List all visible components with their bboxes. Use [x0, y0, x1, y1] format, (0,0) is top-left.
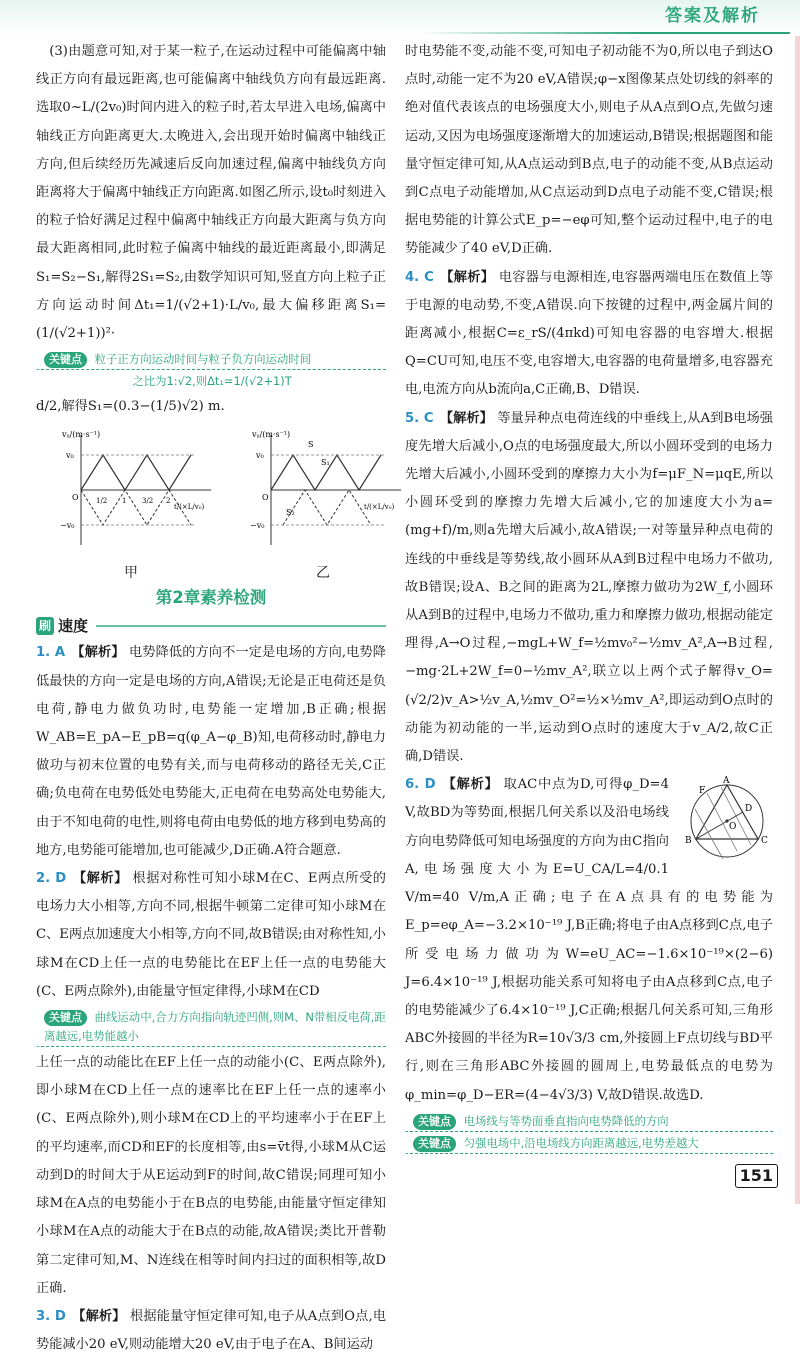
answer-6	[405, 771, 773, 1109]
answer-4	[405, 264, 773, 405]
triangle-circle-diagram	[677, 773, 773, 863]
answer-1-number: 1. A	[36, 645, 66, 661]
answer-3-tag: 【解析】	[72, 1308, 126, 1324]
answer-5-text: 等量异种点电荷连线的中垂线上,从A到B电场强度先增大后减小,O点的电场强度最大,所以小圆环受到的电场力先增大后减小,小圆环受到的摩擦力大小为f=μF_N=μqE,所以小圆环受到的摩擦力先增大后减小,它的加速度大小为a=(mg+f)/m,则a先增大后减小,故A错误;一对等量异种点电荷的连线的中垂线是等势线,故小圆环从A到B过程中电场力不做功,故B错误;设A、B之间的距离为2L,摩擦力做功为2W_f,小圆环从A到B的过程中,电场力不做功,重力和摩擦力做功,根据动能定理得,A→O过程,−mgL+W_f=½mv₀²−½mv_A²,A→B过程,−mg·2L+2W_f=0−½mv_A²,联立以上两个式子解得v_O=(√2/2)v_A>½v_A,½mv_O²=½×½mv_A²,即运动到O点时的动能为初动能的一半,运动到O点时的速度大于v_A/2,故C正确,D错误.	[405, 410, 773, 765]
chapter-title: 第2章素养检测	[155, 588, 267, 608]
fig-yi-ylabel: vᵧ/(m·s⁻¹)	[252, 430, 291, 440]
answer-3	[36, 1303, 386, 1359]
diagram-label-b: B	[685, 836, 692, 847]
fig-jia-v0: v₀	[66, 451, 74, 461]
fig-jia-tick-half: 1/2	[96, 497, 108, 506]
q3-part3-result: d/2,解得S₁=(0.3−(1/5)√2) m.	[36, 399, 225, 415]
key-point-text: 曲线运动中,合力方向指向轨迹凹侧,则M、N带相反电荷,距离越远,电势能越小	[44, 1010, 386, 1044]
answer-5-tag: 【解析】	[439, 410, 493, 426]
q3-part3-text: (3)由题意可知,对于某一粒子,在运动过程中可能偏离中轴线正方向有最远距离,也可能偏离中轴线负方向有最远距离.选取0~L/(2v₀)时间内进入的粒子时,若太早进入电场,偏离中轴线正方向距离更大.太晚进入,会出现开始时偏离中轴线正方向,但后续经历先减速后反向加速过程,偏离中轴线负方向距离将大于偏离中轴线正方向距离.如图乙所示,设t₀时刻进入的粒子恰好满足过程中偏离中轴线正方向最大距离与负方向最大距离相同,此时粒子偏离中轴线的最近距离最小,即满足S₁=S₂−S₁,解得2S₁=S₂,由数学知识可知,竖直方向上粒子正方向运动时间Δt₁=1/(√2+1)·L/v₀,最大偏移距离S₁=(1/(√2+1))²·	[36, 44, 386, 342]
left-column	[36, 38, 395, 1359]
fig-yi-s2: S₂	[286, 508, 295, 518]
key-point-1-cont: 之比为1:√2,则Δt₁=1/(√2+1)T	[132, 374, 292, 389]
fig-yi-neg-v0: −v₀	[250, 521, 265, 531]
fig-yi-v0: v₀	[256, 451, 264, 461]
answer-5	[405, 405, 773, 772]
page-number: 151	[735, 1164, 778, 1188]
answer-6-tag: 【解析】	[442, 777, 499, 793]
answer-4-tag: 【解析】	[440, 269, 495, 285]
key-point-label: 关键点	[413, 1114, 456, 1130]
fig-jia-neg-v0: −v₀	[60, 521, 75, 531]
header-rule	[420, 32, 790, 34]
fig-jia-ylabel: vᵧ/(m·s⁻¹)	[62, 430, 101, 440]
key-point-1	[36, 350, 386, 370]
answer-2-text: 根据对称性可知小球M在C、E两点所受的电场力大小相等,方向不同,根据牛顿第二定律可知小球M在C、E两点加速度大小相等,方向不同,故B错误;由对称性知,小球M在CD上任一点的电势能比在EF上任一点的电势能大(C、E两点除外),由能量守恒定律得,小球M在CD	[36, 871, 386, 999]
figure-jia-caption: 甲	[124, 565, 138, 582]
answer-1-tag: 【解析】	[71, 645, 125, 661]
key-point-label: 关键点	[44, 352, 87, 368]
key-point-text: 粒子正方向运动时间与粒子负方向运动时间	[94, 352, 312, 367]
fig-yi-xlabel: t/(×L/v₀)	[364, 503, 395, 512]
figure-yi-caption: 乙	[316, 565, 330, 582]
section-title: 速度	[58, 617, 89, 636]
figure-row	[36, 427, 395, 583]
key-point-label: 关键点	[44, 1010, 87, 1026]
key-point-3	[405, 1112, 773, 1132]
answer-6-number: 6. D	[405, 777, 436, 793]
answer-1-text: 电势降低的方向不一定是电场的方向,电势降低最快的方向一定是电场的方向,A错误;无论是正电荷还是负电荷,静电力做负功时,电势能一定增加,B正确;根据W_AB=E_pA−E_pB=q(φ_A−φ_B)知,电荷移动时,静电力做功与初末位置的电势有关,而与电荷移动的路径无关,C正确;负电荷在电势低处电势能大,正电荷在电势高处电势能大,由于不知电荷的电性,则将电荷由电势低的地方移到电势高的地方,电势能可能增加,也可能减少,D正确.A符合题意.	[36, 645, 386, 858]
page-header	[0, 0, 800, 36]
answer-2-tag: 【解析】	[72, 871, 128, 887]
answer-2-number: 2. D	[36, 871, 67, 887]
diagram-label-f: F	[699, 786, 706, 797]
key-point-text: 匀强电场中,沿电场线方向距离越远,电势差越大	[463, 1135, 699, 1150]
fig-yi-origin: O	[262, 493, 269, 503]
key-point-2	[36, 1008, 386, 1047]
brush-icon: 刷	[36, 617, 54, 635]
answer-3-cont: 时电势能不变,动能不变,可知电子初动能不为0,所以电子到达O点时,动能一定不为20 eV,A错误;φ−x图像某点处切线的斜率的绝对值代表该点的电场强度大小,则电子从A点到O点,先做匀速运动,又因为电场强度逐渐增大的加速运动,B错误;根据题图和能量守恒定律可知,从A点运动到B点,电子的动能不变,从B点运动到C点电子动能增加,从C点运动到D点电子动能不变,C错误;根据电势能的计算公式E_p=−eφ可知,整个运动过程中,电子的电势能减少了40 eV,D正确.	[405, 44, 773, 257]
answer-5-number: 5. C	[405, 410, 434, 426]
answer-4-number: 4. C	[405, 269, 434, 285]
figure-jia	[46, 427, 216, 557]
answer-6-text: 取AC中点为D,可得φ_D=4 V,故BD为等势面,根据几何关系以及沿电场线方向电势降低可知电场强度的方向为由C指向A,电场强度大小为E=U_CA/L=4/0.1 V/m=40 V/m,A正确;电子在A点具有的电势能为E_p=eφ_A=−3.2×10⁻¹⁹ J,B正确;将电子由A点移到C点,电子所受电场力做功为W=eU_AC=−1.6×10⁻¹⁹×(2−6) J=6.4×10⁻¹⁹ J,根据功能关系可知将电子由A点移到C点,电子的电势能减少了6.4×10⁻¹⁹ J,C正确;根据几何关系可知,三角形ABC外接圆的半径为R=10√3/3 cm,外接圆上F点切线与BD平行,则在三角形ABC外接圆的圆周上,电势最低点的电势为φ_min=φ_D−ER=(4−4√3/3) V,故D错误.故选D.	[405, 777, 773, 1103]
fig-yi-s1: S₁	[321, 458, 330, 468]
header-title: 答案及解析	[665, 6, 760, 26]
fig-jia-xlabel: t/(×L/v₀)	[174, 503, 205, 512]
answer-3-text: 根据能量守恒定律可知,电子从A点到O点,电势能减小20 eV,则动能增大20 eV,由于电子在A、B间运动	[36, 1308, 387, 1353]
fig-jia-origin: O	[72, 493, 79, 503]
section-divider	[96, 625, 386, 627]
answer-3-number: 3. D	[36, 1308, 66, 1324]
answer-1	[36, 639, 386, 865]
answer-2-cont: 上任一点的动能比在EF上任一点的动能小(C、E两点除外),即小球M在CD上任一点的速率比在EF上任一点的速率小(C、E两点除外),则小球M在CD上的平均速率小于在EF上的平均速率,而CD和EF的长度相等,由s=v̄t得,小球M从C运动到D的时间大于从E运动到F的时间,故C错误;同理可知小球M在A点的电势能小于在B点的电势能,由能量守恒定律知小球M在A点的动能大于在B点的动能,故A错误;类比开普勒第二定律可知,M、N连线在相等时间内扫过的面积相等,故D正确.	[36, 1055, 386, 1296]
answer-2	[36, 865, 386, 1006]
fig-jia-tick-three-half: 3/2	[142, 497, 154, 506]
diagram-label-d: D	[745, 804, 753, 815]
diagram-label-c: C	[761, 836, 768, 847]
section-header-speed	[36, 613, 386, 639]
right-column	[405, 38, 773, 1156]
fig-jia-tick-one: 1	[122, 497, 127, 506]
key-point-text: 电场线与等势面垂直指向电势降低的方向	[463, 1113, 669, 1128]
figure-yi	[236, 427, 406, 557]
diagram-label-o: O	[729, 822, 737, 833]
diagram-label-a: A	[723, 776, 730, 787]
fig-jia-tick-two: 2	[166, 497, 171, 506]
page-edge-strip	[795, 0, 800, 1204]
fig-yi-s: S	[308, 440, 314, 450]
answer-4-text: 电容器与电源相连,电容器两端电压在数值上等于电源的电动势,不变,A错误.向下按键的过程中,两金属片间的距离减小,根据C=ε_rS/(4πkd)可知电容器的电容增大.根据Q=CU可知,电压不变,电容增大,电容器的电荷量增多,电容器充电,电流方向从b流向a,C正确,B、D错误.	[405, 269, 773, 398]
key-point-4	[405, 1134, 773, 1154]
key-point-label: 关键点	[413, 1136, 456, 1152]
